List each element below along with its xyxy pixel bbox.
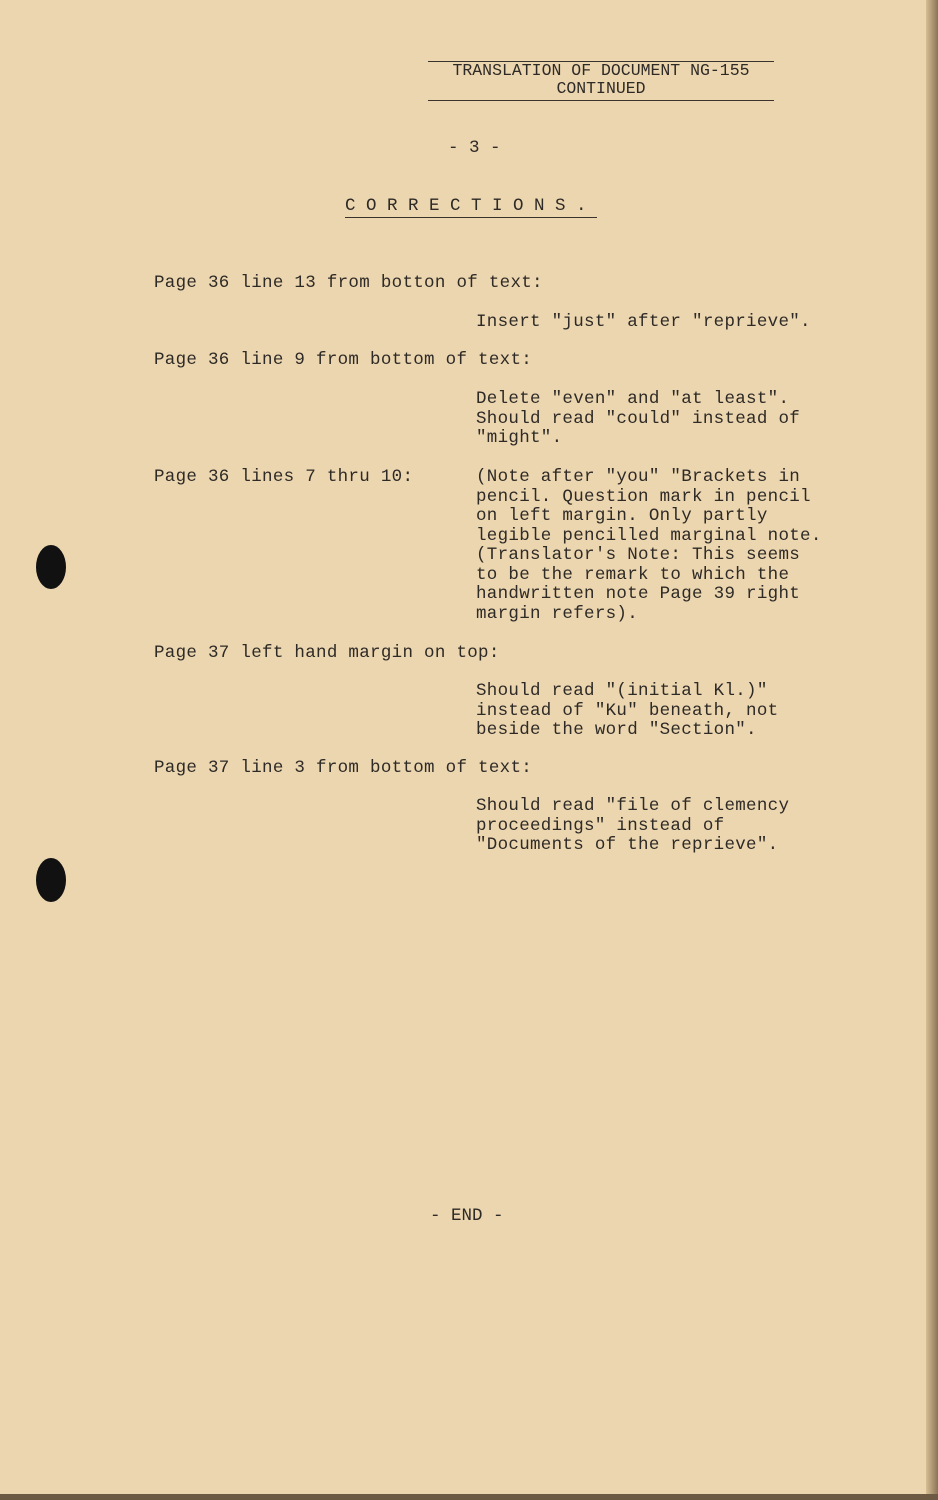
entry-reference: Page 36 lines 7 thru 10: <box>154 467 414 487</box>
entry-note-line: Should read "(initial Kl.)" <box>476 681 768 701</box>
entry-note-line: Should read "file of clemency <box>476 796 790 816</box>
entry-note-line: Should read "could" instead of <box>476 408 801 429</box>
entry-note-line: (Note after "you" "Brackets in <box>476 467 801 487</box>
entry-note-line: "might". <box>476 428 563 448</box>
header-continued: CONTINUED <box>556 79 646 98</box>
entry-note-line: margin refers). <box>476 603 639 624</box>
punch-hole-icon <box>36 858 66 902</box>
entry-reference: Page 37 line 3 from bottom of text: <box>154 758 533 778</box>
end-marker: - END - <box>430 1206 504 1226</box>
page-bottom-edge <box>0 1494 938 1500</box>
entry-reference: Page 36 line 13 from botton of text: <box>154 273 543 293</box>
entry-note-line: handwritten note Page 39 right <box>476 584 801 604</box>
entry-reference: Page 36 line 9 from bottom of text: <box>154 350 533 370</box>
header-title: TRANSLATION OF DOCUMENT NG-155 <box>452 61 750 80</box>
page-edge-shadow <box>926 0 938 1500</box>
entry-note-line: on left margin. Only partly <box>476 506 768 526</box>
entry-note-line: to be the remark to which the <box>476 564 790 585</box>
entry-note-line: Delete "even" and "at least". <box>476 389 790 409</box>
page-number: - 3 - <box>448 138 501 158</box>
section-title: CORRECTIONS. <box>345 196 598 216</box>
entry-note-line: proceedings" instead of <box>476 815 725 836</box>
entry-note-line: instead of "Ku" beneath, not <box>476 700 779 721</box>
entry-note-line: beside the word "Section". <box>476 720 757 740</box>
entry-note-line: pencil. Question mark in pencil <box>476 486 811 507</box>
entry-note-line: "Documents of the reprieve". <box>476 835 779 855</box>
entry-reference: Page 37 left hand margin on top: <box>154 643 500 663</box>
punch-hole-icon <box>36 545 66 589</box>
entry-note-line: Insert "just" after "reprieve". <box>476 312 811 332</box>
entry-note-line: (Translator's Note: This seems <box>476 545 801 565</box>
document-header <box>428 61 774 101</box>
entry-note-line: legible pencilled marginal note. <box>476 525 822 546</box>
